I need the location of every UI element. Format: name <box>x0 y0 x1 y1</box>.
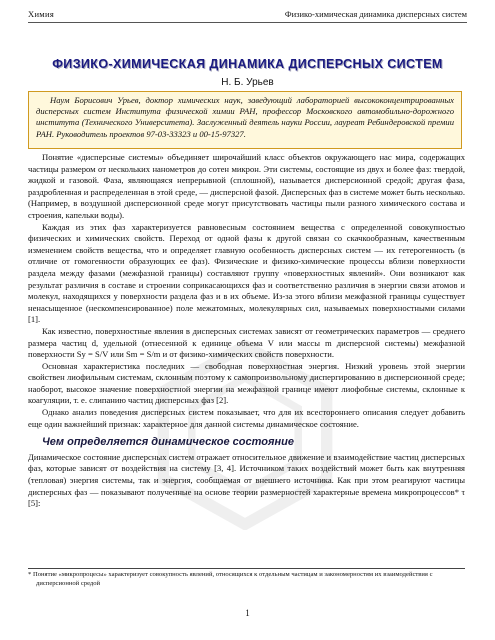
footnote <box>28 568 465 588</box>
article-author: Н. Б. Урьев <box>221 77 274 88</box>
paragraph: Основная характеристика последних — свободная поверхностная энергия. Низкий уровень этой энергии свойствен лиофильным системам, склонным поэтому к самопроизвольному диспергированию в дисперсионной среде; наоборот, высокое значение поверхностной энергии на межфазной границе имеют лиофобные системы, склонные к коагуляции, т. е. слипанию частиц дисперсных фаз [2]. <box>28 360 465 406</box>
page-number: 1 <box>245 608 250 618</box>
paragraph: Однако анализ поведения дисперсных систем показывает, что для их всестороннего описания следует добавить еще один важнейший признак: характерное для данной системы динамическое состояние. <box>28 407 465 429</box>
paragraph: Каждая из этих фаз характеризуется равновесным состоянием вещества с определенной совокупностью физических и химических свойств. Переход от одной фазы к другой связан со скачкообразным, качественным изменением свойств вещества, что и определяет главную особенность дисперсных систем — их гетерогенность (в отличие от гомогенности образующих ее фаз). Физические и физико-химические процессы вблизи поверхности раздела между фазами (межфазной границы) составляют группу «поверхностных явлений». Они возникают как результат различия в составе и строении соприкасающихся фаз и соответственно различия в энергии связи атомов и молекул, находящихся у поверхности раздела фаз и в их объеме. Из-за этого вблизи межфазной границы существует ненасыщенное (нескомпенсированное) поле межатомных, молекулярных сил, называемых поверхностными силами [1]. <box>28 221 465 325</box>
article-body <box>28 152 465 510</box>
article-title: ФИЗИКО-ХИМИЧЕСКАЯ ДИНАМИКА ДИСПЕРСНЫХ СИСТЕМ <box>52 57 443 71</box>
running-header <box>28 8 467 23</box>
header-section: Химия <box>28 9 55 19</box>
paragraph: Как известно, поверхностные явления в дисперсных системах зависят от геометрических параметров — среднего размера частиц d, удельной (отнесенной к единице объема V или массы m дисперсной системы) межфазной поверхности Sу = S/V или Sm = S/m и от физико-химических свойств поверхности. <box>28 325 465 360</box>
footnote-text: * Понятие «микропроцесы» характеризует совокупность явлений, относящихся к отдельным частицам и закономерностям их взаимодействия с дисперсионной средой <box>28 571 433 587</box>
section-subheading: Чем определяется динамическое состояние <box>42 436 294 449</box>
header-article-title: Физико-химическая динамика дисперсных систем <box>284 9 467 19</box>
paragraph: Понятие «дисперсные системы» объединяет широчайший класс объектов окружающего нас мира, содержащих частицы размером от нескольких нанометров до сотен микрон. Эти системы, состоящие из двух и более фаз: твердой, жидкой и газовой. Фаза, являющаяся непрерывной (сплошной), называется дисперсионной средой; другая фаза, раздробленная и распределенная в этой среде, — дисперсной фазой. Дисперсных фаз в системе может быть несколько. (Например, в воздушной дисперсионной среде могут присутствовать частицы пыли разного химического состава и строения, капельки воды). <box>28 152 465 220</box>
paragraph: Динамическое состояние дисперсных систем отражает относительное движение и взаимодействие частиц дисперсных фаз, которые зависят от воздействия на систему [3, 4]. Источником таких воздействий может быть как внутренняя (тепловая) энергия системы, так и энергия, сообщаемая от внешнего источника. Как при этом реагируют частицы дисперсных фаз — показывают полученные на основе теории размерностей характерные времена микропроцессов* τ [5]: <box>28 451 465 509</box>
author-bio-box: Наум Борисович Урьев, доктор химических наук, заведующий лабораторией высококонцентрированных дисперсных систем Института физической химии РАН, профессор Московского автомобильно-дорожного института (Технического Университета). Заслуженный деятель науки России, лауреат Ребиндеровской премии РАН. Руководитель проектов 97-03-33323 и 00-15-97327. <box>28 91 462 149</box>
